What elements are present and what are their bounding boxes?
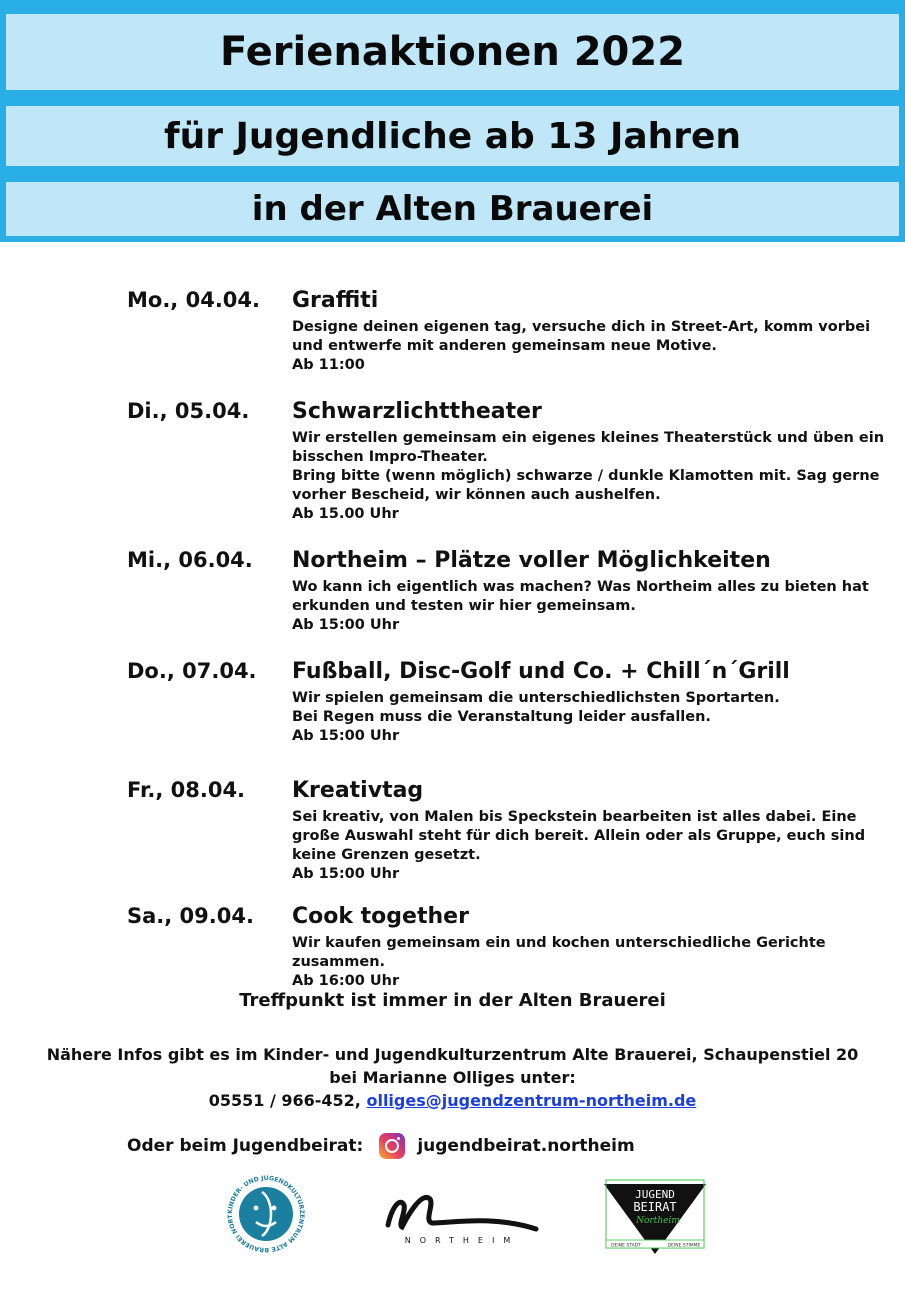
- header-subtitle: für Jugendliche ab 13 Jahren: [6, 106, 899, 166]
- event-time: Ab 11:00: [292, 357, 365, 373]
- event-title: Northeim – Plätze voller Möglichkeiten: [292, 548, 771, 573]
- event-description: [292, 578, 892, 635]
- event-text: Bring bitte (wenn möglich) schwarze / dunkle Klamotten mit. Sag gerne vorher Bescheid, wir können auch aushelfen.: [292, 468, 880, 503]
- event-title: Schwarzlichttheater: [292, 399, 542, 424]
- contact-info: [0, 1043, 905, 1112]
- event-text: Wo kann ich eigentlich was machen? Was Northeim alles zu bieten hat erkunden und testen wir hier gemeinsam.: [292, 579, 869, 614]
- event-description: [292, 689, 892, 746]
- jugendbeirat-contact: [127, 1133, 635, 1159]
- event-title: Kreativtag: [292, 778, 424, 803]
- event-time: Ab 15:00 Uhr: [292, 866, 400, 882]
- beirat-line3: Northeim: [636, 1216, 680, 1226]
- event-title: Graffiti: [292, 288, 379, 313]
- header-location: in der Alten Brauerei: [6, 182, 899, 236]
- event-description: [292, 808, 892, 884]
- event-title: Cook together: [292, 904, 469, 929]
- info-line: bei Marianne Olliges unter:: [329, 1068, 576, 1087]
- event-text: Wir spielen gemeinsam die unterschiedlichsten Sportarten.: [292, 690, 780, 706]
- event-time: Ab 15.00 Uhr: [292, 506, 399, 522]
- instagram-handle[interactable]: jugendbeirat.northeim: [417, 1136, 635, 1156]
- email-link[interactable]: olliges@jugendzentrum-northeim.de: [366, 1091, 697, 1110]
- event-time: Ab 15:00 Uhr: [292, 617, 400, 633]
- jugendbeirat-logo-graphic: [602, 1178, 708, 1256]
- header-banner: [0, 0, 905, 242]
- jugendbeirat-label: Oder beim Jugendbeirat:: [127, 1136, 364, 1156]
- event-date: Fr., 08.04.: [127, 778, 246, 802]
- beirat-line2: BEIRAT: [633, 1200, 677, 1214]
- northeim-logo: [382, 1185, 542, 1247]
- event-title: Fußball, Disc-Golf und Co. + Chill´n´Grill: [292, 659, 790, 684]
- kjz-ring-text: KINDER- UND JUGENDKULTURZENTRUM ALTE BRAUEREI NORT: [226, 1174, 306, 1254]
- beirat-right: DEINE STIMME: [667, 1243, 701, 1249]
- northeim-logo-graphic: [382, 1185, 542, 1247]
- meeting-point: Treffpunkt ist immer in der Alten Brauerei: [239, 990, 666, 1011]
- beirat-left: DEINE STADT: [611, 1243, 641, 1249]
- jugendbeirat-logo: [602, 1178, 708, 1256]
- northeim-text: NORTHEIM: [404, 1236, 520, 1245]
- event-date: Di., 05.04.: [127, 399, 250, 423]
- kjz-logo-graphic: [222, 1170, 310, 1258]
- event-description: [292, 318, 892, 375]
- event-text: Wir erstellen gemeinsam ein eigenes kleines Theaterstück und üben ein bisschen Impro-Theater.: [292, 430, 885, 465]
- event-time: Ab 16:00 Uhr: [292, 973, 400, 989]
- event-text: Sei kreativ, von Malen bis Speckstein bearbeiten ist alles dabei. Eine große Auswahl steht für dich bereit. Allein oder als Gruppe, euch sind keine Grenzen gesetzt.: [292, 809, 866, 863]
- info-line: Nähere Infos gibt es im Kinder- und Jugendkulturzentrum Alte Brauerei, Schaupenstiel 20: [46, 1045, 859, 1064]
- event-text: Wir kaufen gemeinsam ein und kochen unterschiedliche Gerichte zusammen.: [292, 935, 826, 970]
- kjz-logo: [222, 1170, 310, 1258]
- event-date: Mo., 04.04.: [127, 288, 260, 312]
- event-date: Do., 07.04.: [127, 659, 257, 683]
- event-date: Mi., 06.04.: [127, 548, 253, 572]
- beirat-line1: JUGEND: [635, 1188, 675, 1201]
- event-time: Ab 15:00 Uhr: [292, 728, 400, 744]
- instagram-icon[interactable]: [379, 1133, 405, 1159]
- phone-number: 05551 / 966-452,: [208, 1091, 361, 1110]
- contact-line: [0, 1089, 905, 1112]
- event-text: Designe deinen eigenen tag, versuche dich in Street-Art, komm vorbei und entwerfe mit anderen gemeinsam neue Motive.: [292, 319, 871, 354]
- event-date: Sa., 09.04.: [127, 904, 254, 928]
- event-text: Bei Regen muss die Veranstaltung leider ausfallen.: [292, 709, 711, 725]
- header-title: Ferienaktionen 2022: [6, 14, 899, 90]
- event-description: [292, 429, 892, 524]
- event-description: [292, 934, 892, 991]
